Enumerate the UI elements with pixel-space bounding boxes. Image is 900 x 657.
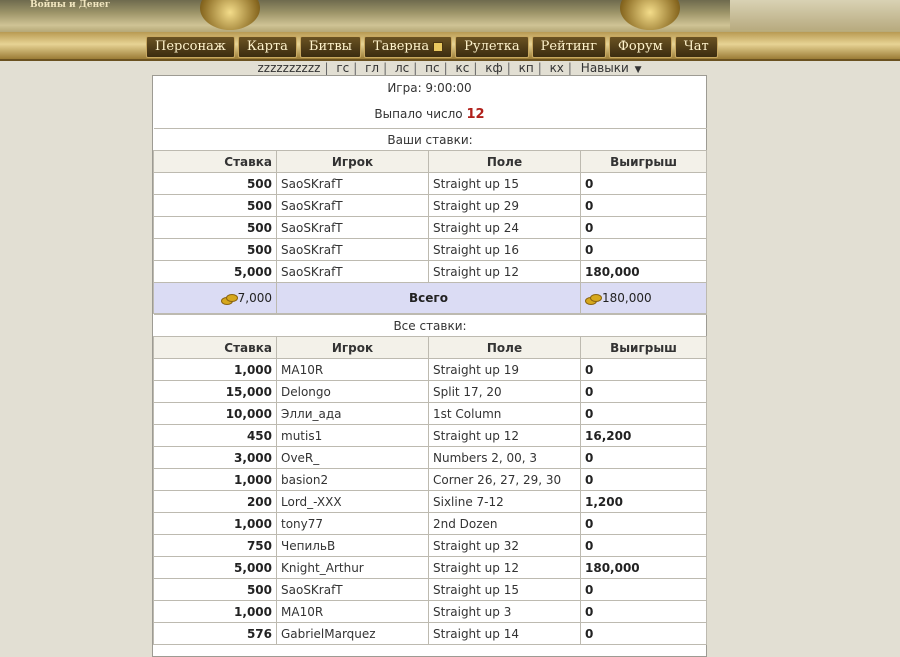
result-label: Выпало число xyxy=(374,107,463,121)
stake-cell: 3,000 xyxy=(154,447,277,469)
chevron-down-icon: ▼ xyxy=(634,65,642,75)
table-row xyxy=(154,447,707,469)
table-row xyxy=(154,403,707,425)
subnav-link-ks[interactable]: кс xyxy=(455,61,470,75)
win-cell: 0 xyxy=(581,359,707,381)
gold-icon xyxy=(585,294,600,303)
stake-cell: 15,000 xyxy=(154,381,277,403)
player-cell[interactable]: Lord_-XXX xyxy=(277,491,429,513)
table-row xyxy=(154,261,707,283)
col-field: Поле xyxy=(429,337,581,359)
game-time: Игра: 9:00:00 xyxy=(387,81,472,95)
win-cell: 0 xyxy=(581,217,707,239)
field-cell: 2nd Dozen xyxy=(429,513,581,535)
nav-character[interactable]: Персонаж xyxy=(146,36,235,58)
player-cell[interactable]: SaoSKrafT xyxy=(277,195,429,217)
table-row xyxy=(154,239,707,261)
win-cell: 0 xyxy=(581,579,707,601)
table-row xyxy=(154,359,707,381)
col-win: Выигрыш xyxy=(581,337,707,359)
stake-cell: 1,000 xyxy=(154,359,277,381)
total-label: Всего xyxy=(277,283,581,314)
table-row xyxy=(154,557,707,579)
table-row xyxy=(154,469,707,491)
tavern-icon xyxy=(433,42,443,52)
win-cell: 0 xyxy=(581,239,707,261)
col-stake: Ставка xyxy=(154,337,277,359)
win-cell: 0 xyxy=(581,447,707,469)
total-stake: 7,000 xyxy=(237,291,272,305)
field-cell: Straight up 12 xyxy=(429,261,581,283)
field-cell: Straight up 15 xyxy=(429,579,581,601)
win-cell: 16,200 xyxy=(581,425,707,447)
field-cell: Corner 26, 27, 29, 30 xyxy=(429,469,581,491)
stake-cell: 5,000 xyxy=(154,557,277,579)
nav-forum[interactable]: Форум xyxy=(609,36,672,58)
player-cell[interactable]: tony77 xyxy=(277,513,429,535)
subnav-link-kp[interactable]: кп xyxy=(518,61,534,75)
total-win: 180,000 xyxy=(602,291,652,305)
stake-cell: 200 xyxy=(154,491,277,513)
player-cell[interactable]: SaoSKrafT xyxy=(277,261,429,283)
table-row xyxy=(154,535,707,557)
stake-cell: 1,000 xyxy=(154,469,277,491)
nav-roulette[interactable]: Рулетка xyxy=(455,36,528,58)
win-cell: 0 xyxy=(581,513,707,535)
stake-cell: 500 xyxy=(154,195,277,217)
field-cell: Straight up 32 xyxy=(429,535,581,557)
all-bets-table xyxy=(153,314,707,645)
field-cell: Straight up 12 xyxy=(429,425,581,447)
stake-cell: 500 xyxy=(154,579,277,601)
win-cell: 0 xyxy=(581,381,707,403)
table-row xyxy=(154,195,707,217)
header-banner xyxy=(0,0,900,36)
nav-chat[interactable]: Чат xyxy=(675,36,718,58)
field-cell: Straight up 24 xyxy=(429,217,581,239)
nav-tavern[interactable] xyxy=(364,36,452,58)
player-cell[interactable]: SaoSKrafT xyxy=(277,579,429,601)
win-cell: 0 xyxy=(581,469,707,491)
table-row xyxy=(154,425,707,447)
subnav-link-ps[interactable]: пс xyxy=(425,61,440,75)
my-bets-table xyxy=(153,128,707,314)
roulette-results-panel xyxy=(152,75,707,657)
result-number: 12 xyxy=(466,107,485,122)
field-cell: Straight up 16 xyxy=(429,239,581,261)
stake-cell: 1,000 xyxy=(154,513,277,535)
subnav-link-kf[interactable]: кф xyxy=(485,61,503,75)
subnav-link-kh[interactable]: кх xyxy=(549,61,564,75)
player-cell[interactable]: Delongo xyxy=(277,381,429,403)
total-row xyxy=(154,283,707,314)
col-stake: Ставка xyxy=(154,151,277,173)
subnav-link-ls[interactable]: лс xyxy=(394,61,410,75)
table-row xyxy=(154,491,707,513)
field-cell: Straight up 15 xyxy=(429,173,581,195)
player-cell[interactable]: SaoSKrafT xyxy=(277,173,429,195)
player-cell[interactable]: OveR_ xyxy=(277,447,429,469)
stake-cell: 500 xyxy=(154,239,277,261)
player-cell[interactable]: MA10R xyxy=(277,601,429,623)
win-cell: 180,000 xyxy=(581,261,707,283)
player-cell[interactable]: SaoSKrafT xyxy=(277,217,429,239)
nav-map[interactable]: Карта xyxy=(238,36,297,58)
field-cell: Straight up 29 xyxy=(429,195,581,217)
castle-background xyxy=(730,0,900,30)
game-result xyxy=(153,100,706,128)
total-win-cell xyxy=(581,283,707,314)
win-cell: 0 xyxy=(581,403,707,425)
win-cell: 0 xyxy=(581,173,707,195)
player-cell[interactable]: mutis1 xyxy=(277,425,429,447)
table-row xyxy=(154,579,707,601)
col-win: Выигрыш xyxy=(581,151,707,173)
field-cell: 1st Column xyxy=(429,403,581,425)
my-bets-caption: Ваши ставки: xyxy=(154,129,707,151)
nav-battles[interactable]: Битвы xyxy=(300,36,361,58)
win-cell: 0 xyxy=(581,623,707,645)
col-field: Поле xyxy=(429,151,581,173)
win-cell: 1,200 xyxy=(581,491,707,513)
main-nav xyxy=(146,36,718,56)
ornament-right-icon xyxy=(620,0,680,30)
player-cell[interactable]: SaoSKrafT xyxy=(277,239,429,261)
field-cell: Straight up 12 xyxy=(429,557,581,579)
table-row xyxy=(154,601,707,623)
table-row xyxy=(154,381,707,403)
field-cell: Straight up 3 xyxy=(429,601,581,623)
logo: Войны и Денег xyxy=(30,0,111,10)
nav-tavern-label: Таверна xyxy=(373,39,430,54)
stake-cell: 576 xyxy=(154,623,277,645)
sub-nav: zzzzzzzzzz | гс | гл | лс | пс | кс | кф | кп | кх | Навыки ▼ xyxy=(257,61,642,75)
table-row xyxy=(154,217,707,239)
stake-cell: 1,000 xyxy=(154,601,277,623)
all-bets-caption: Все ставки: xyxy=(154,315,707,337)
subnav-link-gl[interactable]: гл xyxy=(365,61,380,75)
player-cell[interactable]: MA10R xyxy=(277,359,429,381)
game-info xyxy=(153,76,706,128)
total-stake-cell xyxy=(154,283,277,314)
subnav-user[interactable]: zzzzzzzzzz xyxy=(257,61,321,75)
subnav-link-gs[interactable]: гс xyxy=(336,61,350,75)
nav-rating[interactable]: Рейтинг xyxy=(532,36,606,58)
stake-cell: 750 xyxy=(154,535,277,557)
stake-cell: 10,000 xyxy=(154,403,277,425)
win-cell: 0 xyxy=(581,601,707,623)
col-player: Игрок xyxy=(277,337,429,359)
player-cell[interactable]: basion2 xyxy=(277,469,429,491)
field-cell: Straight up 14 xyxy=(429,623,581,645)
gold-icon xyxy=(221,294,236,303)
stake-cell: 500 xyxy=(154,173,277,195)
field-cell: Numbers 2, 00, 3 xyxy=(429,447,581,469)
stake-cell: 450 xyxy=(154,425,277,447)
stake-cell: 500 xyxy=(154,217,277,239)
field-cell: Straight up 19 xyxy=(429,359,581,381)
player-cell[interactable]: ЧепильВ xyxy=(277,535,429,557)
table-row xyxy=(154,623,707,645)
player-cell[interactable]: Knight_Arthur xyxy=(277,557,429,579)
table-row xyxy=(154,173,707,195)
win-cell: 0 xyxy=(581,195,707,217)
col-player: Игрок xyxy=(277,151,429,173)
player-cell[interactable]: GabrielMarquez xyxy=(277,623,429,645)
win-cell: 180,000 xyxy=(581,557,707,579)
stake-cell: 5,000 xyxy=(154,261,277,283)
table-row xyxy=(154,513,707,535)
win-cell: 0 xyxy=(581,535,707,557)
subnav-skills-label: Навыки xyxy=(580,61,629,75)
player-cell[interactable]: Элли_ада xyxy=(277,403,429,425)
field-cell: Split 17, 20 xyxy=(429,381,581,403)
field-cell: Sixline 7-12 xyxy=(429,491,581,513)
subnav-skills[interactable] xyxy=(580,61,643,75)
ornament-left-icon xyxy=(200,0,260,30)
